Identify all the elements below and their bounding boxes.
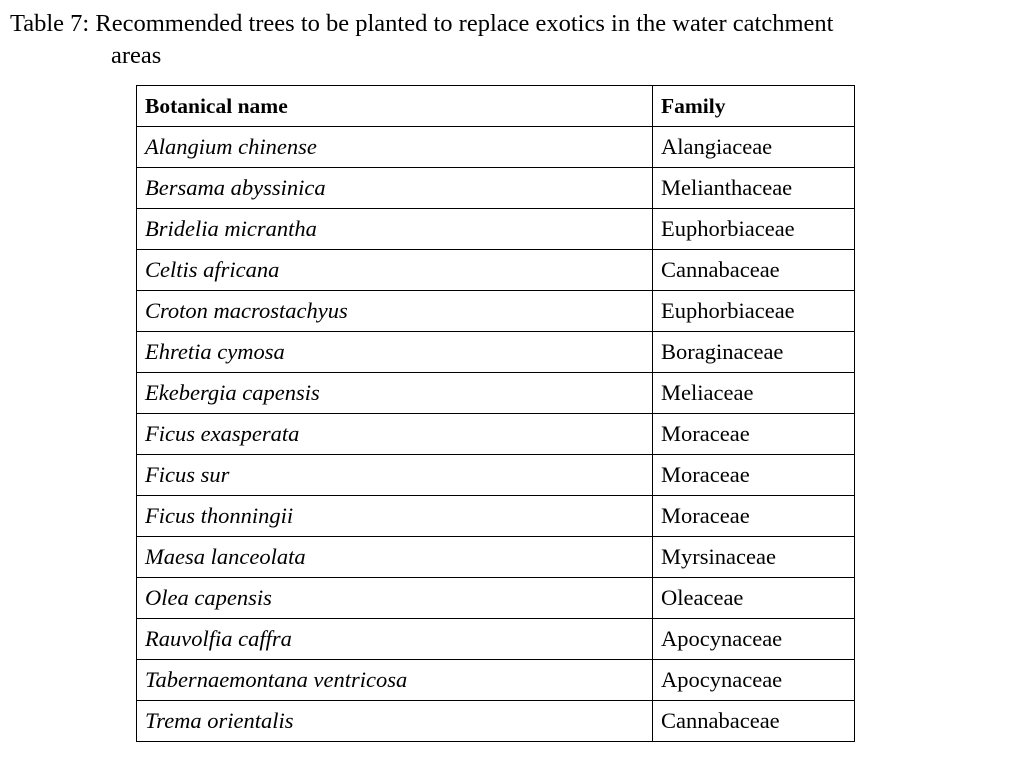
botanical-name-cell: Bersama abyssinica [137,168,653,209]
table-body [137,127,855,742]
family-cell: Cannabaceae [653,701,855,742]
family-cell: Moraceae [653,496,855,537]
caption-line-1: Table 7: Recommended trees to be planted to replace exotics in the water catchment [10,10,834,37]
botanical-name-cell: Maesa lanceolata [137,537,653,578]
family-cell: Cannabaceae [653,250,855,291]
family-cell: Myrsinaceae [653,537,855,578]
family-cell: Oleaceae [653,578,855,619]
botanical-name-cell: Croton macrostachyus [137,291,653,332]
family-cell: Moraceae [653,414,855,455]
family-cell: Meliaceae [653,373,855,414]
family-cell: Melianthaceae [653,168,855,209]
header-botanical-name: Botanical name [137,86,653,127]
table-row [137,291,855,332]
table-row [137,250,855,291]
table-row [137,496,855,537]
botanical-name-cell: Ficus exasperata [137,414,653,455]
header-family: Family [653,86,855,127]
table-row [137,660,855,701]
botanical-name-cell: Ficus thonningii [137,496,653,537]
table-row [137,578,855,619]
botanical-name-cell: Olea capensis [137,578,653,619]
botanical-name-cell: Celtis africana [137,250,653,291]
table-row [137,701,855,742]
family-cell: Apocynaceae [653,619,855,660]
table-row [137,209,855,250]
botanical-name-cell: Ficus sur [137,455,653,496]
family-cell: Apocynaceae [653,660,855,701]
table-row [137,127,855,168]
species-table [136,85,855,742]
botanical-name-cell: Ekebergia capensis [137,373,653,414]
botanical-name-cell: Tabernaemontana ventricosa [137,660,653,701]
family-cell: Alangiaceae [653,127,855,168]
botanical-name-cell: Alangium chinense [137,127,653,168]
family-cell: Euphorbiaceae [653,291,855,332]
table-row [137,414,855,455]
table-row [137,168,855,209]
table-row [137,619,855,660]
botanical-name-cell: Bridelia micrantha [137,209,653,250]
family-cell: Moraceae [653,455,855,496]
table-row [137,455,855,496]
table-row [137,373,855,414]
table-caption [10,8,1010,72]
botanical-name-cell: Trema orientalis [137,701,653,742]
table-header-row [137,86,855,127]
botanical-name-cell: Rauvolfia caffra [137,619,653,660]
botanical-name-cell: Ehretia cymosa [137,332,653,373]
table-row [137,332,855,373]
caption-line-2: areas [111,42,162,69]
family-cell: Boraginaceae [653,332,855,373]
family-cell: Euphorbiaceae [653,209,855,250]
table-row [137,537,855,578]
